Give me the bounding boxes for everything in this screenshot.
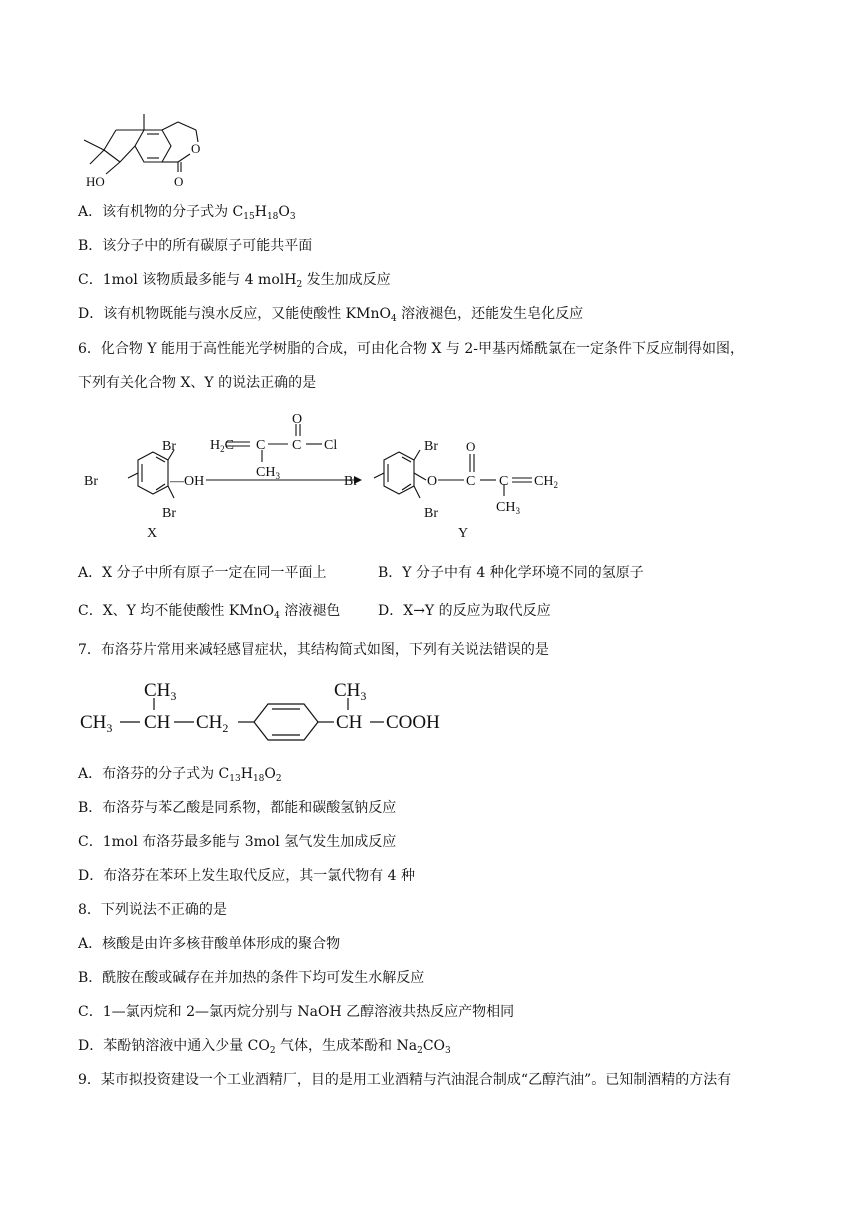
sub: 15 xyxy=(243,212,255,222)
sub: 2 xyxy=(269,1046,276,1056)
sub: 4 xyxy=(390,314,397,324)
formula-part: CO xyxy=(422,1038,446,1054)
q7-ch-right: CH xyxy=(336,712,363,733)
q5-option-c-text: C．1mol 该物质最多能与 4 molH xyxy=(78,272,297,288)
q6-reagent-c2: C xyxy=(292,438,302,453)
sub: 2 xyxy=(417,1046,423,1056)
q6-reagent-cl: Cl xyxy=(324,438,338,453)
q6-y-o-carbonyl: O xyxy=(466,439,476,454)
q6-y-br-top: Br xyxy=(424,439,438,454)
q6-y-ch2: $CH_2$ xyxy=(534,474,558,490)
formula-part: H xyxy=(254,204,267,220)
q5-option-b: B．该分子中的所有碳原子可能共平面 xyxy=(78,238,313,254)
q6-y-label: Y xyxy=(458,526,469,541)
q6-y-br-left: Br xyxy=(344,474,358,489)
q5-option-c xyxy=(78,270,391,290)
q6-reaction-scheme xyxy=(78,404,578,544)
q7-ch3-top-right: $CH_3$ xyxy=(334,680,367,703)
q5-option-a xyxy=(78,202,296,222)
q8-option-d xyxy=(78,1036,451,1056)
q6-option-c xyxy=(78,601,340,621)
sub: 13 xyxy=(229,774,241,784)
q7-option-b: B．布洛芬与苯乙酸是同系物，都能和碳酸氢钠反应 xyxy=(78,800,397,816)
q6-y-c: C xyxy=(466,474,476,489)
q5-option-d xyxy=(78,304,583,324)
q7-option-d: D．布洛芬在苯环上发生取代反应，其一氯代物有 4 种 xyxy=(78,868,416,884)
q5-option-c-text-end: 发生加成反应 xyxy=(302,272,391,288)
q7-ch2: $CH_2$ xyxy=(196,712,229,735)
q6-y-c2: C xyxy=(499,474,509,489)
q6-stem-line2: 下列有关化合物 X、Y 的说法正确的是 xyxy=(78,375,317,391)
q5-o-ring-label: O xyxy=(191,141,201,156)
q6-x-br-left: Br xyxy=(84,474,98,489)
q7-ch: CH xyxy=(144,712,171,733)
sub: 4 xyxy=(274,611,280,621)
q8-option-d-text: D．苯酚钠溶液中通入少量 CO xyxy=(78,1038,270,1054)
q7-cooh: COOH xyxy=(386,712,440,733)
q5-o-carbonyl-label: O xyxy=(174,174,184,189)
q6-stem-line1: 6．化合物 Y 能用于高性能光学树脂的合成，可由化合物 X 与 2-甲基丙烯酰氯在一定条件下反应制得如图， xyxy=(78,341,745,357)
q8-option-b: B．酰胺在酸或碱存在并加热的条件下均可发生水解反应 xyxy=(78,970,425,986)
q6-option-d: D．X→Y 的反应为取代反应 xyxy=(378,603,551,619)
q5-ho-label: HO xyxy=(86,174,105,189)
q6-x-label: X xyxy=(147,526,158,541)
q5-option-a-text: A．该有机物的分子式为 C xyxy=(78,204,244,220)
sub: 2 xyxy=(275,774,282,784)
q6-reagent-ch3: $CH_3$ xyxy=(256,465,280,481)
q6-x-br-bottom: Br xyxy=(162,506,176,521)
q6-x-br-top: Br xyxy=(162,439,176,454)
sub: 3 xyxy=(289,212,296,222)
q7-ch3-left: $CH_3$ xyxy=(80,712,113,735)
q6-x-oh: —OH xyxy=(170,474,205,489)
q6-reagent-o: O xyxy=(292,412,303,427)
sub: 2 xyxy=(296,280,303,290)
formula-part: O xyxy=(278,204,290,220)
formula-part: H xyxy=(240,766,253,782)
q9-stem: 9．某市拟投资建设一个工业酒精厂，目的是用工业酒精与汽油混合制成“乙醇汽油”。已知制酒精的方法有 xyxy=(78,1072,732,1088)
q6-reagent-c: C xyxy=(256,438,266,453)
sub: 18 xyxy=(266,212,279,222)
q7-option-a xyxy=(78,764,282,784)
q8-option-c: C．1—氯丙烷和 2—氯丙烷分别与 NaOH 乙醇溶液共热反应产物相同 xyxy=(78,1004,515,1020)
q7-option-c: C．1mol 布洛芬最多能与 3mol 氢气发生加成反应 xyxy=(78,834,397,850)
q7-ibuprofen-structure xyxy=(78,676,458,746)
q8-stem: 8．下列说法不正确的是 xyxy=(78,902,227,918)
q8-option-d-text-mid: 气体，生成苯酚和 Na xyxy=(275,1038,418,1054)
q6-option-c-text: C．X、Y 均不能使酸性 KMnO xyxy=(78,603,275,619)
q5-structure xyxy=(78,110,228,190)
q7-ch3-top: $CH_3$ xyxy=(144,680,177,703)
q8-option-a: A．核酸是由许多核苷酸单体形成的聚合物 xyxy=(78,936,341,952)
q6-y-o-ester: O xyxy=(427,474,438,489)
q6-option-c-text-end: 溶液褪色 xyxy=(279,603,341,619)
q6-reagent-h2c: $H_2C$ xyxy=(210,438,234,454)
sub: 3 xyxy=(445,1046,451,1056)
q6-option-b: B．Y 分子中有 4 种化学环境不同的氢原子 xyxy=(378,565,644,581)
q7-option-a-text: A．布洛芬的分子式为 C xyxy=(78,766,230,782)
formula-part: O xyxy=(264,766,276,782)
sub: 18 xyxy=(252,774,265,784)
q6-option-a: A．X 分子中所有原子一定在同一平面上 xyxy=(78,565,327,581)
q6-y-ch3: $CH_3$ xyxy=(496,500,520,516)
q6-y-br-bottom: Br xyxy=(424,506,438,521)
q5-option-d-text: D．该有机物既能与溴水反应，又能使酸性 KMnO xyxy=(78,306,391,322)
q5-option-d-text-end: 溶液褪色，还能发生皂化反应 xyxy=(396,306,584,322)
q7-stem: 7．布洛芬片常用来减轻感冒症状，其结构简式如图，下列有关说法错误的是 xyxy=(78,642,549,658)
